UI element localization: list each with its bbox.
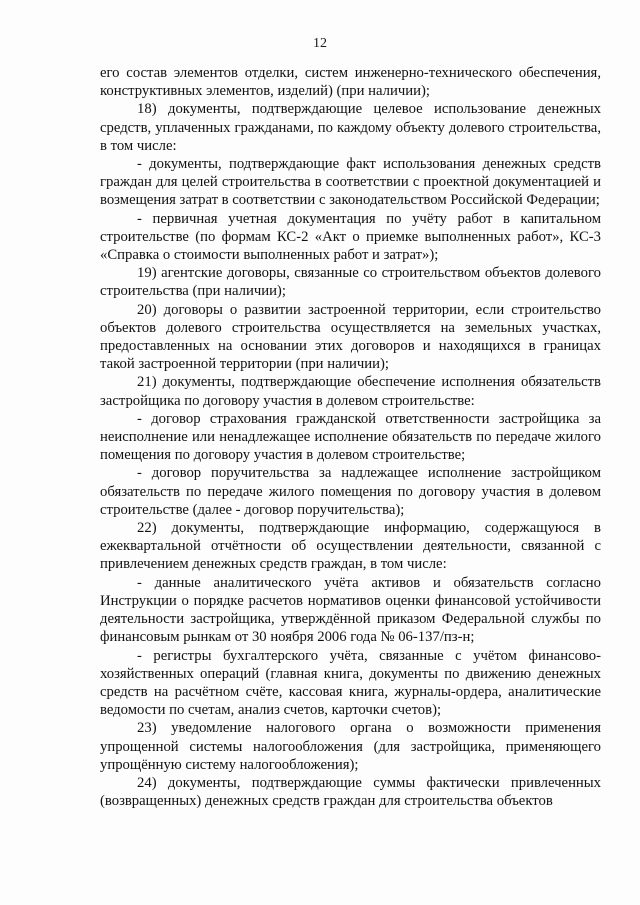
paragraph-item-22-bullet-2: - регистры бухгалтерского учёта, связанные с учётом финансово-хозяйственных операций (главная книга, документы по движению денежных средств на расчётном счёте, кассовая книга, журналы-ордера, аналитические ведомости по счетам, анализ счетов, карточки счетов); — [100, 647, 601, 719]
paragraph-item-21: 21) документы, подтверждающие обеспечение исполнения обязательств застройщика по договору участия в долевом строительстве: — [100, 374, 601, 409]
paragraph-item-20: 20) договоры о развитии застроенной территории, если строительство объектов долевого строительства осуществляется на земельных участках, предоставленных на основании этих договоров и находящихся в границах такой застроенной территории (при наличии); — [100, 301, 601, 373]
paragraph-item-24: 24) документы, подтверждающие суммы фактически привлеченных (возвращенных) денежных средств граждан для строительства объектов — [100, 774, 601, 810]
paragraph-continuation: его состав элементов отделки, систем инженерно-технического обеспечения, конструктивных элементов, изделий) (при наличии); — [100, 65, 601, 100]
paragraph-item-22: 22) документы, подтверждающие информацию, содержащуюся в ежеквартальной отчётности об осуществлении деятельности, связанной с привлечением денежных средств граждан, в том числе: — [100, 520, 601, 573]
paragraph-item-18: 18) документы, подтверждающие целевое использование денежных средств, уплаченных гражданами, по каждому объекту долевого строительства, в том числе: — [100, 101, 601, 154]
paragraph-item-22-bullet-1: - данные аналитического учёта активов и обязательств согласно Инструкции о порядке расчетов нормативов оценки финансовой устойчивости деятельности застройщика, утверждённой приказом Федеральной службы по финансовым рынкам от 30 ноября 2006 года № 06-137/пз-н; — [100, 574, 601, 646]
paragraph-item-23: 23) уведомление налогового органа о возможности применения упрощенной системы налогообложения (для застройщика, применяющего упрощённую систему налогообложения); — [100, 720, 601, 773]
paragraph-item-18-bullet-2: - первичная учетная документация по учёту работ в капитальном строительстве (по формам КС-2 «Акт о приемке выполненных работ», КС-3 «Справка о стоимости выполненных работ и затрат»); — [100, 210, 601, 264]
paragraph-item-21-bullet-2: - договор поручительства за надлежащее исполнение застройщиком обязательств по передаче жилого помещения по договору участия в долевом строительстве (далее - договор поручительства); — [100, 465, 601, 518]
document-body — [100, 64, 601, 810]
paragraph-item-19: 19) агентские договоры, связанные со строительством объектов долевого строительства (при наличии); — [100, 265, 601, 300]
paragraph-item-21-bullet-1: - договор страхования гражданской ответственности застройщика за неисполнение или ненадлежащее исполнение обязательств по передаче жилого помещения по договору участия в долевом строительстве; — [100, 410, 601, 464]
paragraph-item-18-bullet-1: - документы, подтверждающие факт использования денежных средств граждан для целей строительства в соответствии с проектной документацией и возмещения затрат в соответствии с законодательством Российской Федерации; — [100, 156, 601, 209]
page-number: 12 — [313, 36, 327, 51]
